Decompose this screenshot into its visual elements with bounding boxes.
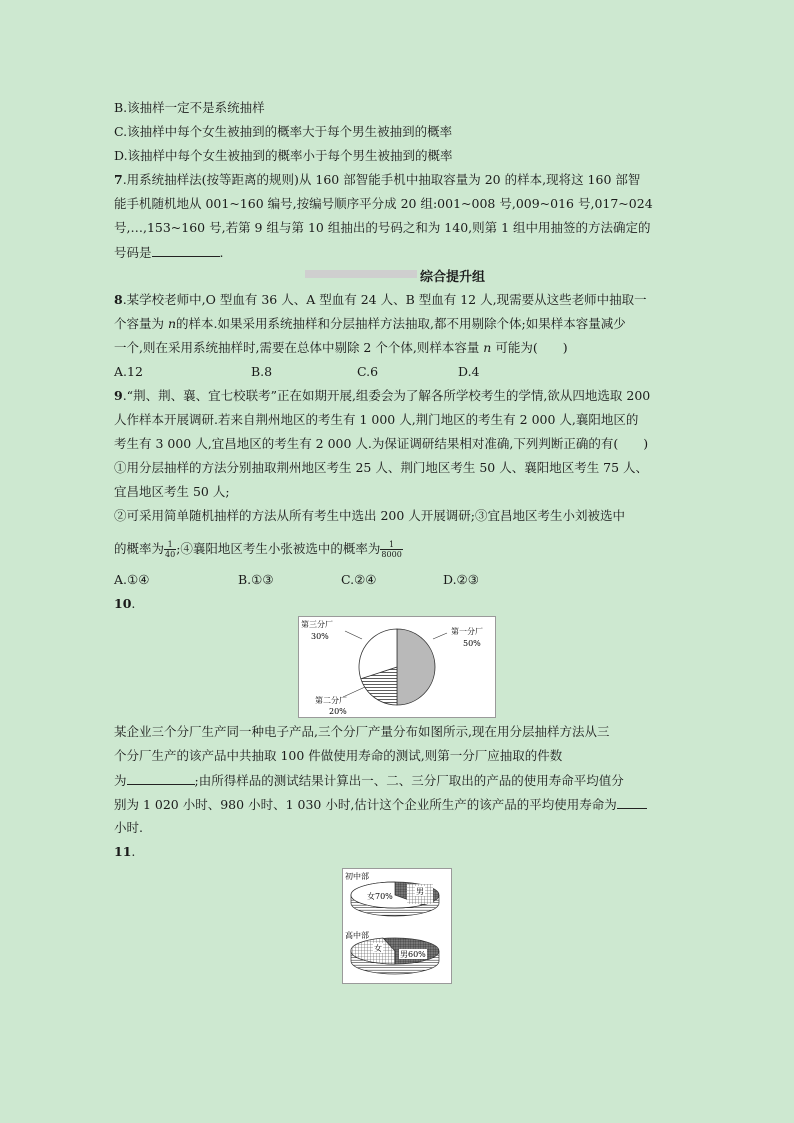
q7-answer-blank bbox=[152, 244, 220, 257]
section-title: 综合提升组 bbox=[420, 270, 486, 285]
q8-option-d: D.4 bbox=[458, 364, 480, 379]
q10-number: 10. bbox=[114, 596, 136, 611]
q8-number: 8 bbox=[114, 292, 123, 307]
q9-option-b: B.①③ bbox=[238, 572, 274, 587]
q6-option-c: C.该抽样中每个女生被抽到的概率大于每个男生被抽到的概率 bbox=[114, 124, 453, 139]
fraction-1-40: $\frac{1}{40}$ bbox=[165, 540, 176, 559]
q10-answer-blank-1 bbox=[127, 772, 195, 785]
q9-options bbox=[114, 572, 479, 588]
q11-svg bbox=[343, 869, 451, 983]
label-third-name: 第三分厂 bbox=[301, 620, 333, 629]
leader-first bbox=[433, 633, 447, 639]
section-bar bbox=[305, 270, 417, 278]
label-second-pct: 20% bbox=[329, 707, 347, 716]
q9-line-5: 宜昌地区考生 50 人; bbox=[114, 484, 230, 499]
q9-line-1: 9.“荆、荆、襄、宜七校联考”正在如期开展,组委会为了解各所学校考生的学情,欲从四地选取 200 bbox=[114, 388, 651, 403]
q9-line-3: 考生有 3 000 人,宜昌地区的考生有 2 000 人.为保证调研结果相对准确,下列判断正确的有( ) bbox=[114, 436, 649, 451]
leader-third bbox=[345, 631, 362, 639]
q8-option-c: C.6 bbox=[357, 364, 379, 379]
junior-chart-title: 初中部 bbox=[345, 872, 369, 881]
q8-option-b: B.8 bbox=[251, 364, 273, 379]
q7-line-4: 号码是 . bbox=[114, 245, 224, 260]
senior-female-label: 女 bbox=[374, 944, 382, 953]
q9-number: 9 bbox=[114, 388, 123, 403]
senior-male-label: 男60% bbox=[400, 950, 426, 959]
q7-line-3: 号,…,153~160 号,若第 9 组与第 10 组抽出的号码之和为 140,则第 1 组中用抽签的方法确定的 bbox=[114, 220, 651, 235]
q8-line-2: 个容量为 n的样本.如果采用系统抽样和分层抽样方法抽取,都不用剔除个体;如果样本容量减少 bbox=[114, 316, 626, 331]
q9-line-6: ②可采用简单随机抽样的方法从所有考生中选出 200 人开展调研;③宜昌地区考生小刘被选中 bbox=[114, 508, 626, 523]
q9-option-d: D.②③ bbox=[443, 572, 479, 587]
q6-option-b: B.该抽样一定不是系统抽样 bbox=[114, 100, 265, 115]
q10-line-5: 小时. bbox=[114, 820, 143, 835]
q8-option-a: A.12 bbox=[114, 364, 143, 379]
q9-line-2: 人作样本开展调研.若来自荆州地区的考生有 1 000 人,荆门地区的考生有 2 000 人,襄阳地区的 bbox=[114, 412, 639, 427]
q7-number: 7 bbox=[114, 172, 123, 187]
q10-pie-chart bbox=[298, 616, 496, 718]
q7-line-2: 能手机随机地从 001~160 编号,按编号顺序平分成 20 组:001~008 号,009~016 号,017~024 bbox=[114, 196, 653, 211]
q8-line-3: 一个,则在采用系统抽样时,需要在总体中剔除 2 个个体,则样本容量 n 可能为( ) bbox=[114, 340, 568, 355]
q9-option-c: C.②④ bbox=[341, 572, 377, 587]
q11-pie-charts bbox=[342, 868, 452, 984]
label-second-name: 第二分厂 bbox=[315, 696, 347, 705]
q10-line-4: 别为 1 020 小时、980 小时、1 030 小时,估计这个企业所生产的该产品的平均使用寿命为 bbox=[114, 796, 647, 813]
q10-pie-svg bbox=[299, 617, 495, 717]
q10-line-1: 某企业三个分厂生产同一种电子产品,三个分厂产量分布如图所示,现在用分层抽样方法从三 bbox=[114, 724, 610, 739]
senior-chart-title: 高中部 bbox=[345, 931, 369, 940]
q6-option-d: D.该抽样中每个女生被抽到的概率小于每个男生被抽到的概率 bbox=[114, 148, 453, 163]
q11-number: 11. bbox=[114, 844, 136, 859]
q9-line-7: 的概率为 $\frac{1}{40}$ ;④襄阳地区考生小张被选中的概率为 $\frac{1}{8000}$ bbox=[114, 540, 402, 559]
label-first-name: 第一分厂 bbox=[451, 627, 483, 636]
q7-line-1: 7.用系统抽样法(按等距离的规则)从 160 部智能手机中抽取容量为 20 的样本,现将这 160 部智 bbox=[114, 172, 641, 187]
label-first-pct: 50% bbox=[463, 639, 481, 648]
pie-slice-first-factory bbox=[397, 629, 435, 705]
q9-option-a: A.①④ bbox=[114, 572, 150, 587]
q8-options bbox=[114, 364, 480, 380]
label-third-pct: 30% bbox=[311, 632, 329, 641]
fraction-1-8000: $\frac{1}{8000}$ bbox=[381, 540, 402, 559]
q9-line-4: ①用分层抽样的方法分别抽取荆州地区考生 25 人、荆门地区考生 50 人、襄阳地区考生 75 人、 bbox=[114, 460, 649, 475]
q10-line-2: 个分厂生产的该产品中共抽取 100 件做使用寿命的测试,则第一分厂应抽取的件数 bbox=[114, 748, 563, 763]
junior-male-label: 男 bbox=[416, 887, 424, 896]
q8-line-1: 8.某学校老师中,O 型血有 36 人、A 型血有 24 人、B 型血有 12 人,现需要从这些老师中抽取一 bbox=[114, 292, 647, 307]
q10-line-3: 为 ;由所得样品的测试结果计算出一、二、三分厂取出的产品的使用寿命平均值分 bbox=[114, 773, 624, 788]
q10-answer-blank-2 bbox=[617, 796, 647, 809]
junior-female-label: 女70% bbox=[367, 892, 393, 901]
